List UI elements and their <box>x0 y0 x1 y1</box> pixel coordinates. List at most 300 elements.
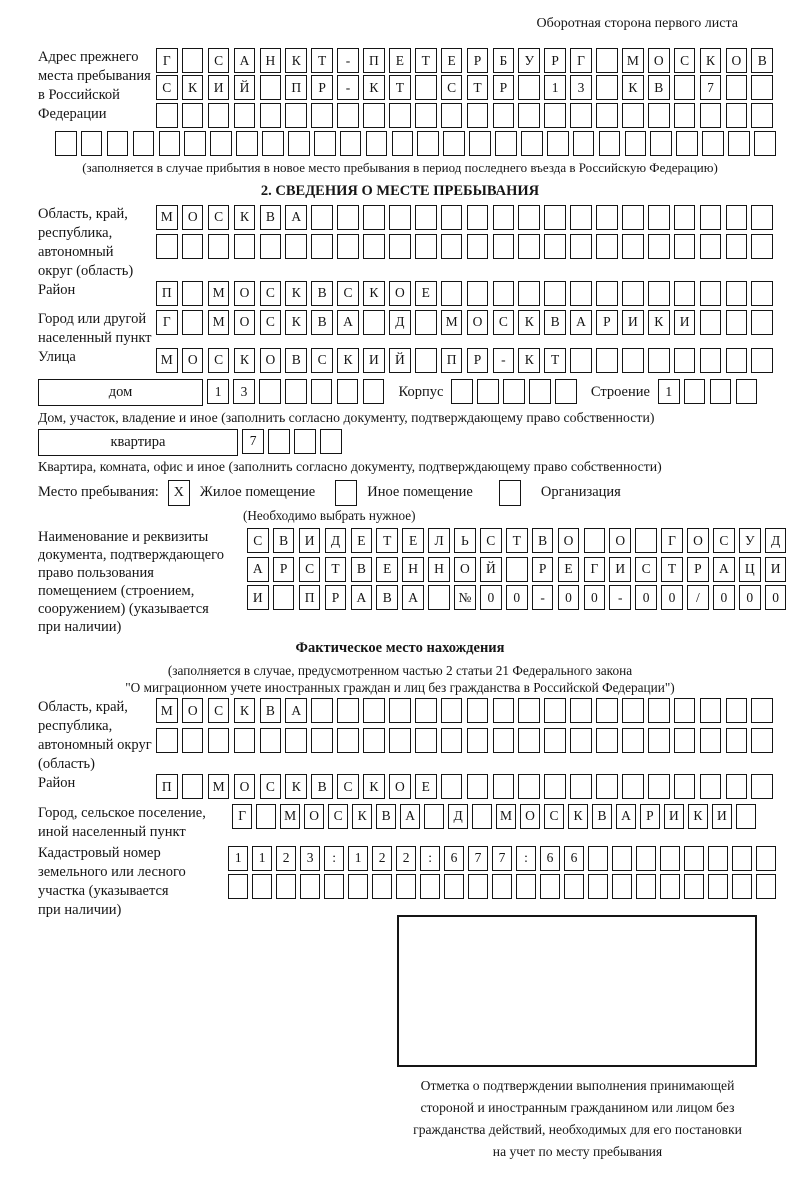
char-cell[interactable] <box>700 728 722 753</box>
char-cell[interactable]: С <box>441 75 463 100</box>
char-cell[interactable] <box>648 698 670 723</box>
char-cell[interactable] <box>622 234 644 259</box>
char-cell[interactable] <box>252 874 272 899</box>
char-cell[interactable] <box>751 75 773 100</box>
char-cell[interactable]: / <box>687 585 709 610</box>
char-cell[interactable] <box>754 131 776 156</box>
char-cell[interactable] <box>441 281 463 306</box>
char-cell[interactable] <box>702 131 724 156</box>
char-cell[interactable] <box>363 379 385 404</box>
char-cell[interactable]: Р <box>311 75 333 100</box>
char-cell[interactable] <box>636 874 656 899</box>
char-cell[interactable] <box>700 205 722 230</box>
char-cell[interactable]: Б <box>493 48 515 73</box>
char-cell[interactable]: 7 <box>242 429 264 454</box>
char-cell[interactable] <box>726 281 748 306</box>
char-cell[interactable]: Г <box>584 557 606 582</box>
char-cell[interactable]: 7 <box>468 846 488 871</box>
char-cell[interactable] <box>260 234 282 259</box>
char-cell[interactable]: О <box>520 804 540 829</box>
char-cell[interactable] <box>622 728 644 753</box>
char-cell[interactable] <box>540 874 560 899</box>
char-cell[interactable]: И <box>664 804 684 829</box>
char-cell[interactable]: Р <box>544 48 566 73</box>
char-cell[interactable] <box>55 131 77 156</box>
char-cell[interactable]: И <box>363 348 385 373</box>
char-cell[interactable]: Т <box>389 75 411 100</box>
char-cell[interactable] <box>588 846 608 871</box>
char-cell[interactable]: О <box>687 528 709 553</box>
char-cell[interactable] <box>570 774 592 799</box>
char-cell[interactable]: О <box>182 698 204 723</box>
char-cell[interactable]: 6 <box>444 846 464 871</box>
char-cell[interactable] <box>389 728 411 753</box>
char-cell[interactable] <box>648 281 670 306</box>
char-cell[interactable]: С <box>674 48 696 73</box>
char-cell[interactable]: М <box>280 804 300 829</box>
char-cell[interactable]: № <box>454 585 476 610</box>
char-cell[interactable] <box>260 728 282 753</box>
char-cell[interactable]: О <box>304 804 324 829</box>
char-cell[interactable]: Т <box>415 48 437 73</box>
char-cell[interactable] <box>300 874 320 899</box>
char-cell[interactable]: 7 <box>492 846 512 871</box>
char-cell[interactable] <box>363 728 385 753</box>
char-cell[interactable]: И <box>609 557 631 582</box>
char-cell[interactable] <box>234 234 256 259</box>
char-cell[interactable]: Т <box>506 528 528 553</box>
char-cell[interactable]: Т <box>544 348 566 373</box>
char-cell[interactable]: А <box>616 804 636 829</box>
char-cell[interactable] <box>234 103 256 128</box>
char-cell[interactable] <box>337 234 359 259</box>
char-cell[interactable]: С <box>260 281 282 306</box>
char-cell[interactable] <box>708 874 728 899</box>
char-cell[interactable]: - <box>532 585 554 610</box>
char-cell[interactable] <box>573 131 595 156</box>
char-cell[interactable] <box>599 131 621 156</box>
char-cell[interactable]: И <box>299 528 321 553</box>
char-cell[interactable] <box>751 234 773 259</box>
char-cell[interactable]: Е <box>376 557 398 582</box>
char-cell[interactable] <box>311 379 333 404</box>
char-cell[interactable] <box>156 103 178 128</box>
char-cell[interactable]: 2 <box>396 846 416 871</box>
char-cell[interactable]: М <box>496 804 516 829</box>
char-cell[interactable]: Й <box>389 348 411 373</box>
char-cell[interactable]: В <box>376 585 398 610</box>
char-cell[interactable] <box>521 131 543 156</box>
char-cell[interactable] <box>684 846 704 871</box>
char-cell[interactable]: А <box>337 310 359 335</box>
char-cell[interactable] <box>751 205 773 230</box>
char-cell[interactable] <box>660 874 680 899</box>
char-cell[interactable] <box>596 698 618 723</box>
char-cell[interactable] <box>751 774 773 799</box>
char-cell[interactable]: 1 <box>228 846 248 871</box>
char-cell[interactable] <box>294 429 316 454</box>
char-cell[interactable]: И <box>622 310 644 335</box>
char-cell[interactable] <box>648 728 670 753</box>
char-cell[interactable]: Т <box>376 528 398 553</box>
char-cell[interactable] <box>648 774 670 799</box>
char-cell[interactable]: В <box>311 310 333 335</box>
char-cell[interactable] <box>285 728 307 753</box>
char-cell[interactable]: А <box>285 698 307 723</box>
char-cell[interactable]: : <box>420 846 440 871</box>
char-cell[interactable]: М <box>208 310 230 335</box>
char-cell[interactable] <box>415 728 437 753</box>
char-cell[interactable]: В <box>311 281 333 306</box>
char-cell[interactable] <box>259 379 281 404</box>
char-cell[interactable] <box>736 804 756 829</box>
char-cell[interactable]: 6 <box>564 846 584 871</box>
char-cell[interactable]: К <box>285 310 307 335</box>
char-cell[interactable] <box>648 234 670 259</box>
char-cell[interactable]: С <box>337 281 359 306</box>
char-cell[interactable] <box>396 874 416 899</box>
char-cell[interactable]: А <box>400 804 420 829</box>
char-cell[interactable]: Р <box>325 585 347 610</box>
char-cell[interactable]: 0 <box>558 585 580 610</box>
char-cell[interactable]: В <box>260 205 282 230</box>
char-cell[interactable] <box>660 846 680 871</box>
char-cell[interactable] <box>756 846 776 871</box>
char-cell[interactable]: К <box>363 75 385 100</box>
char-cell[interactable] <box>363 205 385 230</box>
char-cell[interactable] <box>544 698 566 723</box>
char-cell[interactable] <box>472 804 492 829</box>
char-cell[interactable]: Г <box>570 48 592 73</box>
char-cell[interactable] <box>389 205 411 230</box>
char-cell[interactable] <box>612 874 632 899</box>
char-cell[interactable]: Р <box>467 348 489 373</box>
char-cell[interactable] <box>751 310 773 335</box>
char-cell[interactable] <box>467 774 489 799</box>
char-cell[interactable] <box>570 234 592 259</box>
char-cell[interactable] <box>337 728 359 753</box>
char-cell[interactable]: В <box>260 698 282 723</box>
char-cell[interactable]: 6 <box>540 846 560 871</box>
char-cell[interactable]: 0 <box>661 585 683 610</box>
char-cell[interactable] <box>415 75 437 100</box>
char-cell[interactable]: С <box>156 75 178 100</box>
char-cell[interactable]: 1 <box>252 846 272 871</box>
char-cell[interactable]: Ц <box>739 557 761 582</box>
char-cell[interactable]: Е <box>415 281 437 306</box>
char-cell[interactable] <box>676 131 698 156</box>
char-cell[interactable] <box>518 103 540 128</box>
char-cell[interactable] <box>570 698 592 723</box>
char-cell[interactable] <box>728 131 750 156</box>
char-cell[interactable] <box>424 804 444 829</box>
char-cell[interactable]: М <box>441 310 463 335</box>
char-cell[interactable]: М <box>208 774 230 799</box>
char-cell[interactable] <box>584 528 606 553</box>
char-cell[interactable]: Г <box>661 528 683 553</box>
char-cell[interactable]: О <box>234 774 256 799</box>
char-cell[interactable] <box>492 874 512 899</box>
char-cell[interactable] <box>493 774 515 799</box>
char-cell[interactable] <box>547 131 569 156</box>
char-cell[interactable] <box>648 103 670 128</box>
char-cell[interactable]: М <box>208 281 230 306</box>
char-cell[interactable] <box>732 874 752 899</box>
char-cell[interactable]: К <box>285 281 307 306</box>
char-cell[interactable] <box>555 379 577 404</box>
char-cell[interactable] <box>751 728 773 753</box>
char-cell[interactable] <box>468 874 488 899</box>
char-cell[interactable] <box>493 234 515 259</box>
char-cell[interactable]: В <box>376 804 396 829</box>
char-cell[interactable]: П <box>156 281 178 306</box>
char-cell[interactable]: К <box>285 774 307 799</box>
char-cell[interactable] <box>493 281 515 306</box>
char-cell[interactable] <box>182 103 204 128</box>
char-cell[interactable]: А <box>402 585 424 610</box>
char-cell[interactable] <box>288 131 310 156</box>
char-cell[interactable]: Д <box>765 528 787 553</box>
char-cell[interactable]: Р <box>532 557 554 582</box>
char-cell[interactable] <box>234 728 256 753</box>
char-cell[interactable] <box>518 281 540 306</box>
char-cell[interactable]: Т <box>661 557 683 582</box>
char-cell[interactable] <box>285 379 307 404</box>
char-cell[interactable] <box>467 234 489 259</box>
char-cell[interactable] <box>182 48 204 73</box>
char-cell[interactable] <box>159 131 181 156</box>
char-cell[interactable]: Р <box>467 48 489 73</box>
char-cell[interactable]: И <box>765 557 787 582</box>
char-cell[interactable]: Р <box>493 75 515 100</box>
char-cell[interactable] <box>260 103 282 128</box>
char-cell[interactable]: 0 <box>584 585 606 610</box>
char-cell[interactable] <box>518 205 540 230</box>
char-cell[interactable] <box>518 698 540 723</box>
char-cell[interactable] <box>182 774 204 799</box>
char-cell[interactable] <box>518 774 540 799</box>
char-cell[interactable] <box>389 103 411 128</box>
char-cell[interactable] <box>596 103 618 128</box>
char-cell[interactable] <box>81 131 103 156</box>
char-cell[interactable] <box>736 379 758 404</box>
char-cell[interactable] <box>314 131 336 156</box>
char-cell[interactable]: Л <box>428 528 450 553</box>
char-cell[interactable] <box>674 698 696 723</box>
char-cell[interactable]: Н <box>402 557 424 582</box>
char-cell[interactable]: М <box>156 205 178 230</box>
char-cell[interactable]: 1 <box>348 846 368 871</box>
char-cell[interactable]: Е <box>389 48 411 73</box>
char-cell[interactable] <box>518 728 540 753</box>
char-cell[interactable]: К <box>234 698 256 723</box>
char-cell[interactable]: К <box>688 804 708 829</box>
char-cell[interactable] <box>625 131 647 156</box>
char-cell[interactable] <box>622 103 644 128</box>
char-cell[interactable] <box>544 281 566 306</box>
char-cell[interactable] <box>467 205 489 230</box>
char-cell[interactable] <box>700 310 722 335</box>
char-cell[interactable] <box>570 205 592 230</box>
char-cell[interactable] <box>726 698 748 723</box>
char-cell[interactable]: С <box>208 698 230 723</box>
char-cell[interactable]: С <box>260 774 282 799</box>
char-cell[interactable]: К <box>700 48 722 73</box>
char-cell[interactable]: Д <box>325 528 347 553</box>
char-cell[interactable] <box>415 348 437 373</box>
char-cell[interactable] <box>648 348 670 373</box>
char-cell[interactable]: К <box>352 804 372 829</box>
char-cell[interactable]: Е <box>351 528 373 553</box>
char-cell[interactable]: 7 <box>700 75 722 100</box>
char-cell[interactable]: И <box>712 804 732 829</box>
char-cell[interactable] <box>420 874 440 899</box>
char-cell[interactable]: Т <box>467 75 489 100</box>
char-cell[interactable]: С <box>311 348 333 373</box>
char-cell[interactable]: Р <box>640 804 660 829</box>
char-cell[interactable] <box>311 205 333 230</box>
char-cell[interactable] <box>493 205 515 230</box>
char-cell[interactable] <box>700 348 722 373</box>
char-cell[interactable]: В <box>544 310 566 335</box>
char-cell[interactable] <box>751 281 773 306</box>
char-cell[interactable]: С <box>328 804 348 829</box>
residential-checkbox[interactable]: X <box>168 480 190 506</box>
char-cell[interactable] <box>441 698 463 723</box>
char-cell[interactable] <box>700 774 722 799</box>
char-cell[interactable] <box>674 103 696 128</box>
char-cell[interactable] <box>348 874 368 899</box>
char-cell[interactable] <box>285 234 307 259</box>
char-cell[interactable] <box>182 728 204 753</box>
char-cell[interactable] <box>674 75 696 100</box>
char-cell[interactable]: 3 <box>233 379 255 404</box>
char-cell[interactable]: 1 <box>207 379 229 404</box>
char-cell[interactable]: П <box>363 48 385 73</box>
char-cell[interactable] <box>444 874 464 899</box>
char-cell[interactable] <box>324 874 344 899</box>
char-cell[interactable] <box>518 234 540 259</box>
char-cell[interactable] <box>451 379 473 404</box>
char-cell[interactable]: П <box>156 774 178 799</box>
char-cell[interactable]: Й <box>480 557 502 582</box>
char-cell[interactable]: П <box>285 75 307 100</box>
char-cell[interactable]: К <box>234 205 256 230</box>
char-cell[interactable] <box>596 48 618 73</box>
char-cell[interactable] <box>674 205 696 230</box>
char-cell[interactable]: С <box>493 310 515 335</box>
char-cell[interactable] <box>726 774 748 799</box>
char-cell[interactable] <box>493 698 515 723</box>
char-cell[interactable]: А <box>713 557 735 582</box>
char-cell[interactable] <box>441 774 463 799</box>
char-cell[interactable]: С <box>247 528 269 553</box>
char-cell[interactable] <box>415 103 437 128</box>
char-cell[interactable] <box>182 234 204 259</box>
char-cell[interactable] <box>363 103 385 128</box>
char-cell[interactable]: 2 <box>276 846 296 871</box>
char-cell[interactable] <box>710 379 732 404</box>
char-cell[interactable] <box>372 874 392 899</box>
char-cell[interactable] <box>751 698 773 723</box>
char-cell[interactable] <box>210 131 232 156</box>
char-cell[interactable] <box>417 131 439 156</box>
char-cell[interactable] <box>363 234 385 259</box>
char-cell[interactable]: А <box>351 585 373 610</box>
char-cell[interactable] <box>337 205 359 230</box>
char-cell[interactable]: : <box>516 846 536 871</box>
char-cell[interactable]: - <box>337 48 359 73</box>
char-cell[interactable] <box>544 774 566 799</box>
char-cell[interactable]: О <box>558 528 580 553</box>
char-cell[interactable]: 2 <box>372 846 392 871</box>
char-cell[interactable]: У <box>518 48 540 73</box>
char-cell[interactable] <box>467 698 489 723</box>
char-cell[interactable]: К <box>622 75 644 100</box>
char-cell[interactable]: Р <box>687 557 709 582</box>
char-cell[interactable] <box>415 205 437 230</box>
char-cell[interactable]: С <box>208 205 230 230</box>
char-cell[interactable]: М <box>156 348 178 373</box>
char-cell[interactable]: М <box>622 48 644 73</box>
char-cell[interactable]: Н <box>260 48 282 73</box>
char-cell[interactable]: Е <box>415 774 437 799</box>
char-cell[interactable] <box>276 874 296 899</box>
char-cell[interactable] <box>441 234 463 259</box>
char-cell[interactable] <box>596 205 618 230</box>
char-cell[interactable] <box>732 846 752 871</box>
char-cell[interactable]: 0 <box>506 585 528 610</box>
char-cell[interactable] <box>268 429 290 454</box>
char-cell[interactable]: И <box>247 585 269 610</box>
char-cell[interactable]: О <box>467 310 489 335</box>
char-cell[interactable] <box>441 205 463 230</box>
char-cell[interactable]: О <box>234 281 256 306</box>
char-cell[interactable] <box>493 103 515 128</box>
char-cell[interactable] <box>467 728 489 753</box>
char-cell[interactable]: О <box>389 774 411 799</box>
char-cell[interactable]: Е <box>558 557 580 582</box>
char-cell[interactable] <box>700 234 722 259</box>
char-cell[interactable]: К <box>648 310 670 335</box>
char-cell[interactable] <box>156 234 178 259</box>
char-cell[interactable]: С <box>299 557 321 582</box>
char-cell[interactable] <box>208 234 230 259</box>
char-cell[interactable]: П <box>299 585 321 610</box>
char-cell[interactable]: 1 <box>658 379 680 404</box>
char-cell[interactable]: А <box>247 557 269 582</box>
char-cell[interactable]: В <box>351 557 373 582</box>
char-cell[interactable]: М <box>156 698 178 723</box>
char-cell[interactable] <box>311 103 333 128</box>
char-cell[interactable]: 0 <box>635 585 657 610</box>
char-cell[interactable] <box>256 804 276 829</box>
char-cell[interactable]: У <box>739 528 761 553</box>
char-cell[interactable]: - <box>337 75 359 100</box>
char-cell[interactable] <box>674 234 696 259</box>
char-cell[interactable]: К <box>337 348 359 373</box>
char-cell[interactable]: О <box>182 205 204 230</box>
char-cell[interactable] <box>208 728 230 753</box>
char-cell[interactable] <box>467 103 489 128</box>
char-cell[interactable] <box>544 234 566 259</box>
char-cell[interactable] <box>337 698 359 723</box>
char-cell[interactable] <box>726 75 748 100</box>
char-cell[interactable] <box>700 103 722 128</box>
char-cell[interactable] <box>612 846 632 871</box>
char-cell[interactable] <box>208 103 230 128</box>
char-cell[interactable] <box>751 103 773 128</box>
